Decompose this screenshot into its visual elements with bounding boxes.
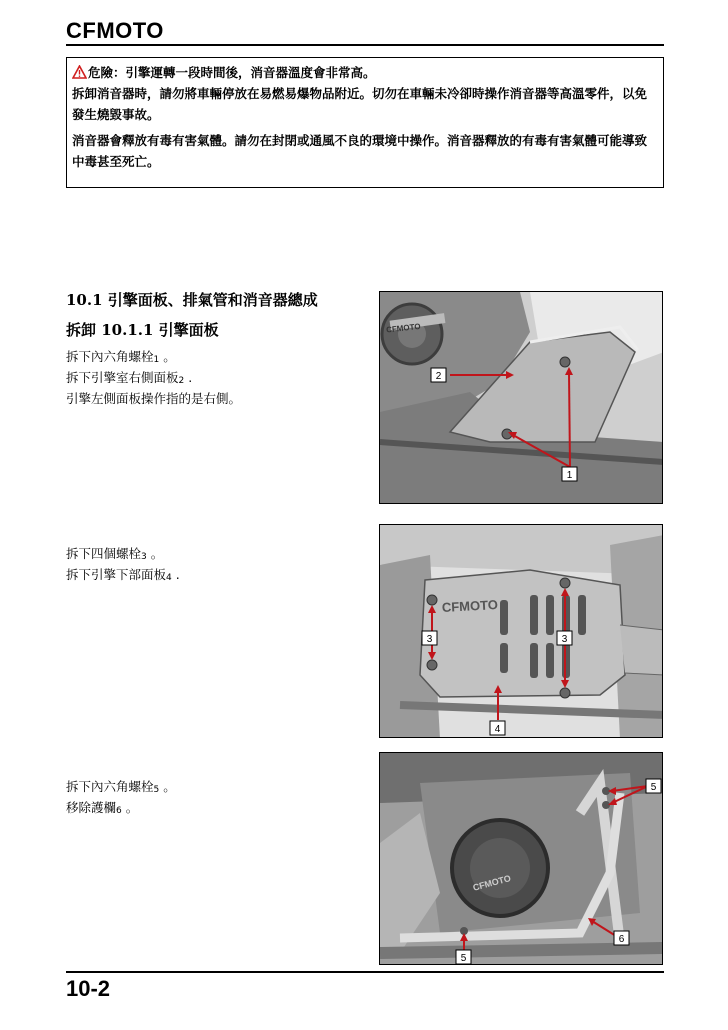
- figure-engine-guard: [379, 752, 663, 965]
- step-line: 拆下內六角螺栓$_1$ 。: [66, 349, 176, 365]
- warning-triangle-icon: [72, 65, 87, 79]
- step-line: 拆下引擎室右側面板$_2$ .: [66, 370, 193, 386]
- steps-group-2: [66, 545, 180, 587]
- step-line: 拆下引擎下部面板$_4$ .: [66, 567, 180, 583]
- step-ref: 6: [116, 806, 122, 816]
- svg-text:CFMOTO: CFMOTO: [471, 873, 512, 893]
- callout-label: 3: [426, 634, 433, 645]
- warning-line-2: 拆卸消音器時，請勿將車輛停放在易燃易爆物品附近。切勿在車輛未冷卻時操作消音器等高溫零件，以免發生燒毀事故。: [72, 86, 648, 122]
- step-line: 引擎左側面板操作指的是右側。: [66, 391, 242, 406]
- callout-label: 3: [561, 634, 568, 645]
- warning-line-3: 消音器會釋放有毒有害氣體。請勿在封閉或通風不良的環境中操作。消音器釋放的有毒有害氣體可能導致中毒甚至死亡。: [72, 133, 648, 169]
- callout-label: 2: [435, 371, 442, 382]
- step-ref: 3: [141, 552, 147, 562]
- step-ref: 1: [153, 355, 160, 365]
- step-line: 拆下四個螺栓$_3$ 。: [66, 546, 164, 562]
- brand-logo: CFMOTO: [66, 18, 164, 43]
- warning-line-1: [72, 62, 658, 83]
- callout-label: 6: [618, 934, 625, 945]
- header-divider: [66, 44, 664, 46]
- svg-text:CFMOTO: CFMOTO: [441, 597, 499, 615]
- step-line: 拆下內六角螺栓$_5$ 。: [66, 779, 176, 795]
- figure-engine-side-panel: [379, 291, 663, 504]
- page-number: 10-2: [66, 976, 111, 1001]
- section-title: 10.1 引擎面板、排氣管和消音器總成: [66, 291, 318, 309]
- callout-label: 5: [650, 782, 657, 793]
- figure-lower-engine-panel: [379, 524, 663, 738]
- warning-text-1: 危險：引擎運轉一段時間後，消音器溫度會非常高。: [88, 65, 376, 80]
- footer-divider: [66, 971, 664, 973]
- step-ref: 4: [166, 573, 172, 583]
- callout-label: 1: [566, 470, 573, 481]
- step-ref: 5: [153, 785, 160, 795]
- callout-label: 4: [494, 724, 501, 735]
- callout-label: 5: [460, 953, 467, 964]
- step-line: 移除護欄$_6$ 。: [66, 800, 139, 816]
- step-ref: 2: [178, 376, 185, 386]
- danger-warning-box: [66, 57, 664, 188]
- subsection-title: 拆卸 10.1.1 引擎面板: [66, 321, 219, 339]
- steps-group-3: [66, 778, 176, 820]
- steps-group-1: [66, 348, 241, 407]
- engine-logo-text: CFMOTO: [385, 321, 421, 335]
